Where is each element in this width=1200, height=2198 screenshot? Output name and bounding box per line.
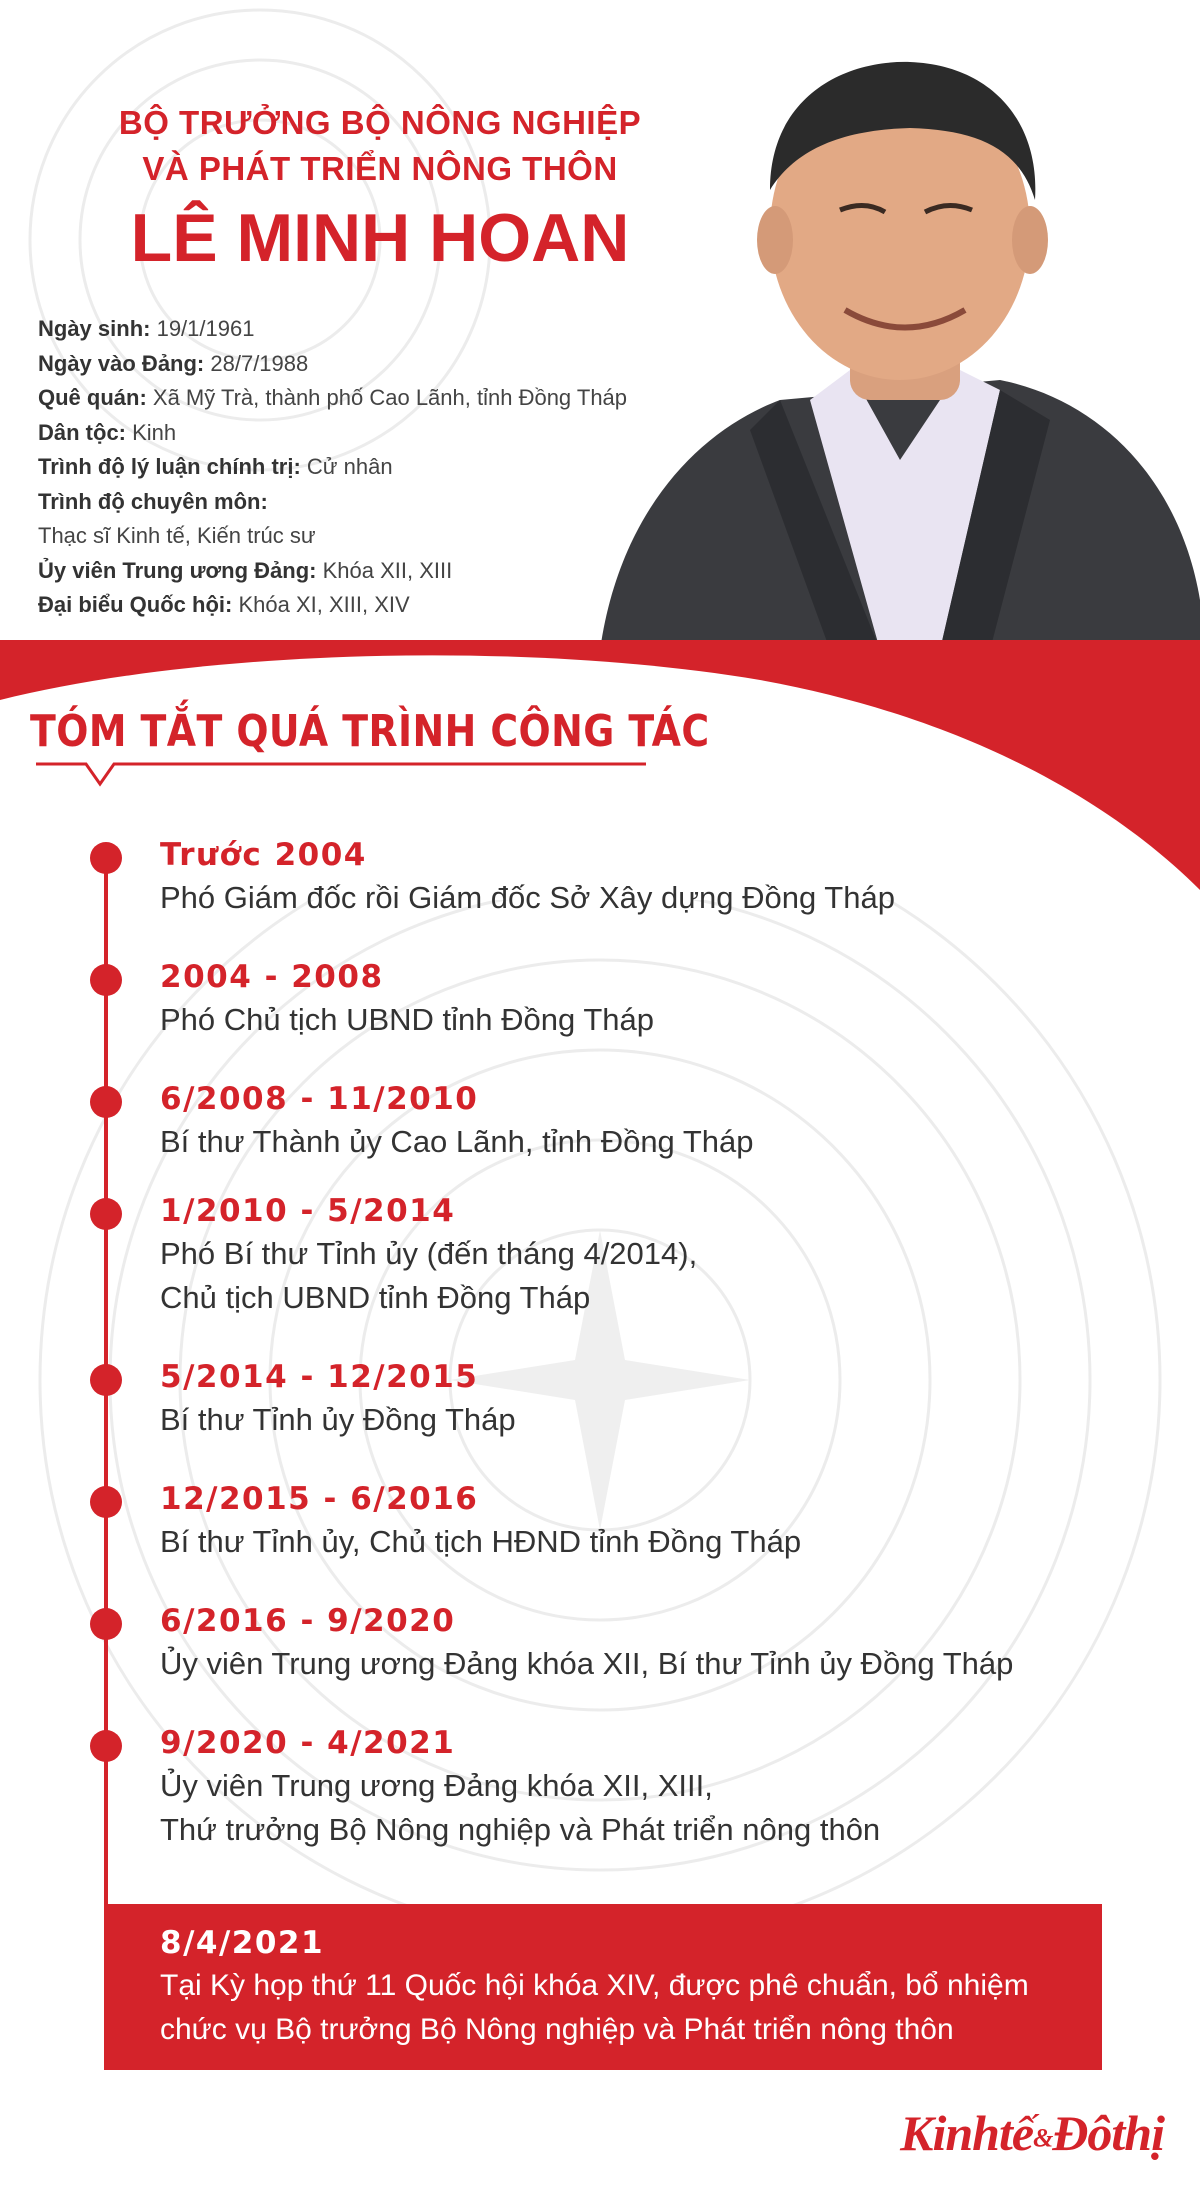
- portrait-photo: [580, 40, 1200, 650]
- timeline-dot: [90, 1198, 122, 1230]
- profile-value: Cử nhân: [300, 454, 393, 479]
- person-name: LÊ MINH HOAN: [130, 200, 630, 276]
- profile-row: [38, 588, 658, 623]
- final-date: 8/4/2021: [160, 1925, 325, 1961]
- timeline-date: 1/2010 - 5/2014: [160, 1193, 456, 1229]
- profile-value: 19/1/1961: [150, 316, 255, 341]
- profile-value: Thạc sĩ Kinh tế, Kiến trúc sư: [38, 523, 316, 548]
- timeline-text: Bí thư Tỉnh ủy Đồng Tháp: [160, 1402, 516, 1437]
- timeline-date: 5/2014 - 12/2015: [160, 1359, 479, 1395]
- timeline-text: Ủy viên Trung ương Đảng khóa XII, Bí thư Tỉnh ủy Đồng Tháp: [160, 1646, 1014, 1681]
- profile-label: Đại biểu Quốc hội:: [38, 592, 233, 617]
- profile-value: 28/7/1988: [204, 350, 309, 376]
- timeline-dot: [90, 1486, 122, 1518]
- profile-row: [38, 519, 658, 554]
- timeline-dot: [90, 842, 122, 874]
- profile-label: Ủy viên Trung ương Đảng:: [38, 557, 317, 583]
- timeline-date: 6/2016 - 9/2020: [160, 1603, 456, 1639]
- profile-value: Kinh: [126, 419, 177, 445]
- profile-value: Khóa XI, XIII, XIV: [232, 592, 410, 617]
- profile-row: [38, 416, 658, 451]
- timeline-dot: [90, 1608, 122, 1640]
- timeline-date: 6/2008 - 11/2010: [160, 1081, 479, 1117]
- logo-part-2: Đôthị: [1052, 2105, 1164, 2161]
- title-line-2: VÀ PHÁT TRIỂN NÔNG THÔN: [142, 150, 618, 187]
- timeline-text: Phó Chủ tịch UBND tỉnh Đồng Tháp: [160, 1002, 654, 1037]
- timeline-date: 2004 - 2008: [160, 959, 384, 995]
- timeline-text: Ủy viên Trung ương Đảng khóa XII, XIII,: [160, 1768, 713, 1803]
- profile-row: [38, 312, 658, 347]
- final-text-line: Tại Kỳ họp thứ 11 Quốc hội khóa XIV, được phê chuẩn, bổ nhiệm: [160, 1969, 1029, 2002]
- section-underline: [36, 762, 646, 792]
- section-title: TÓM TẮT QUÁ TRÌNH CÔNG TÁC: [30, 706, 710, 757]
- profile-label: Dân tộc:: [38, 419, 126, 445]
- profile-value: Xã Mỹ Trà, thành phố Cao Lãnh, tỉnh Đồng Tháp: [146, 385, 628, 410]
- timeline-dot: [90, 1364, 122, 1396]
- profile-row: [38, 381, 658, 416]
- timeline-text: Phó Bí thư Tỉnh ủy (đến tháng 4/2014),: [160, 1236, 698, 1271]
- timeline-dot: [90, 1086, 122, 1118]
- timeline-text: Bí thư Thành ủy Cao Lãnh, tỉnh Đồng Tháp: [160, 1124, 754, 1159]
- profile-label: Trình độ lý luận chính trị:: [38, 454, 301, 479]
- timeline-date: 9/2020 - 4/2021: [160, 1725, 456, 1761]
- profile-row: [38, 554, 658, 589]
- timeline-dot: [90, 1730, 122, 1762]
- final-text-line: chức vụ Bộ trưởng Bộ Nông nghiệp và Phát triển nông thôn: [160, 2013, 954, 2046]
- profile-label: Ngày sinh:: [38, 316, 151, 341]
- profile-info-list: [38, 312, 658, 623]
- final-appointment-box: [104, 1904, 1102, 2070]
- timeline-text: Thứ trưởng Bộ Nông nghiệp và Phát triển nông thôn: [160, 1812, 881, 1847]
- profile-label: Quê quán:: [38, 385, 147, 410]
- timeline-text: Phó Giám đốc rồi Giám đốc Sở Xây dựng Đồng Tháp: [160, 880, 895, 915]
- profile-row: [38, 450, 658, 485]
- profile-row: [38, 347, 658, 382]
- timeline-date: Trước 2004: [160, 837, 367, 873]
- profile-value: Khóa XII, XIII: [316, 557, 453, 583]
- profile-label: Trình độ chuyên môn:: [38, 488, 268, 514]
- kinhte-dothi-logo: [900, 2104, 1164, 2162]
- timeline-text: Bí thư Tỉnh ủy, Chủ tịch HĐND tỉnh Đồng Tháp: [160, 1524, 802, 1559]
- final-text: [160, 1964, 1029, 2052]
- timeline-text: Chủ tịch UBND tỉnh Đồng Tháp: [160, 1280, 591, 1315]
- profile-row: [38, 485, 658, 520]
- title-line-1: BỘ TRƯỞNG BỘ NÔNG NGHIỆP: [118, 104, 642, 141]
- profile-label: Ngày vào Đảng:: [38, 350, 205, 376]
- timeline-date: 12/2015 - 6/2016: [160, 1481, 479, 1517]
- timeline-dot: [90, 964, 122, 996]
- logo-part-1: Kinhtế: [900, 2105, 1034, 2161]
- logo-ampersand: &: [1033, 2123, 1053, 2153]
